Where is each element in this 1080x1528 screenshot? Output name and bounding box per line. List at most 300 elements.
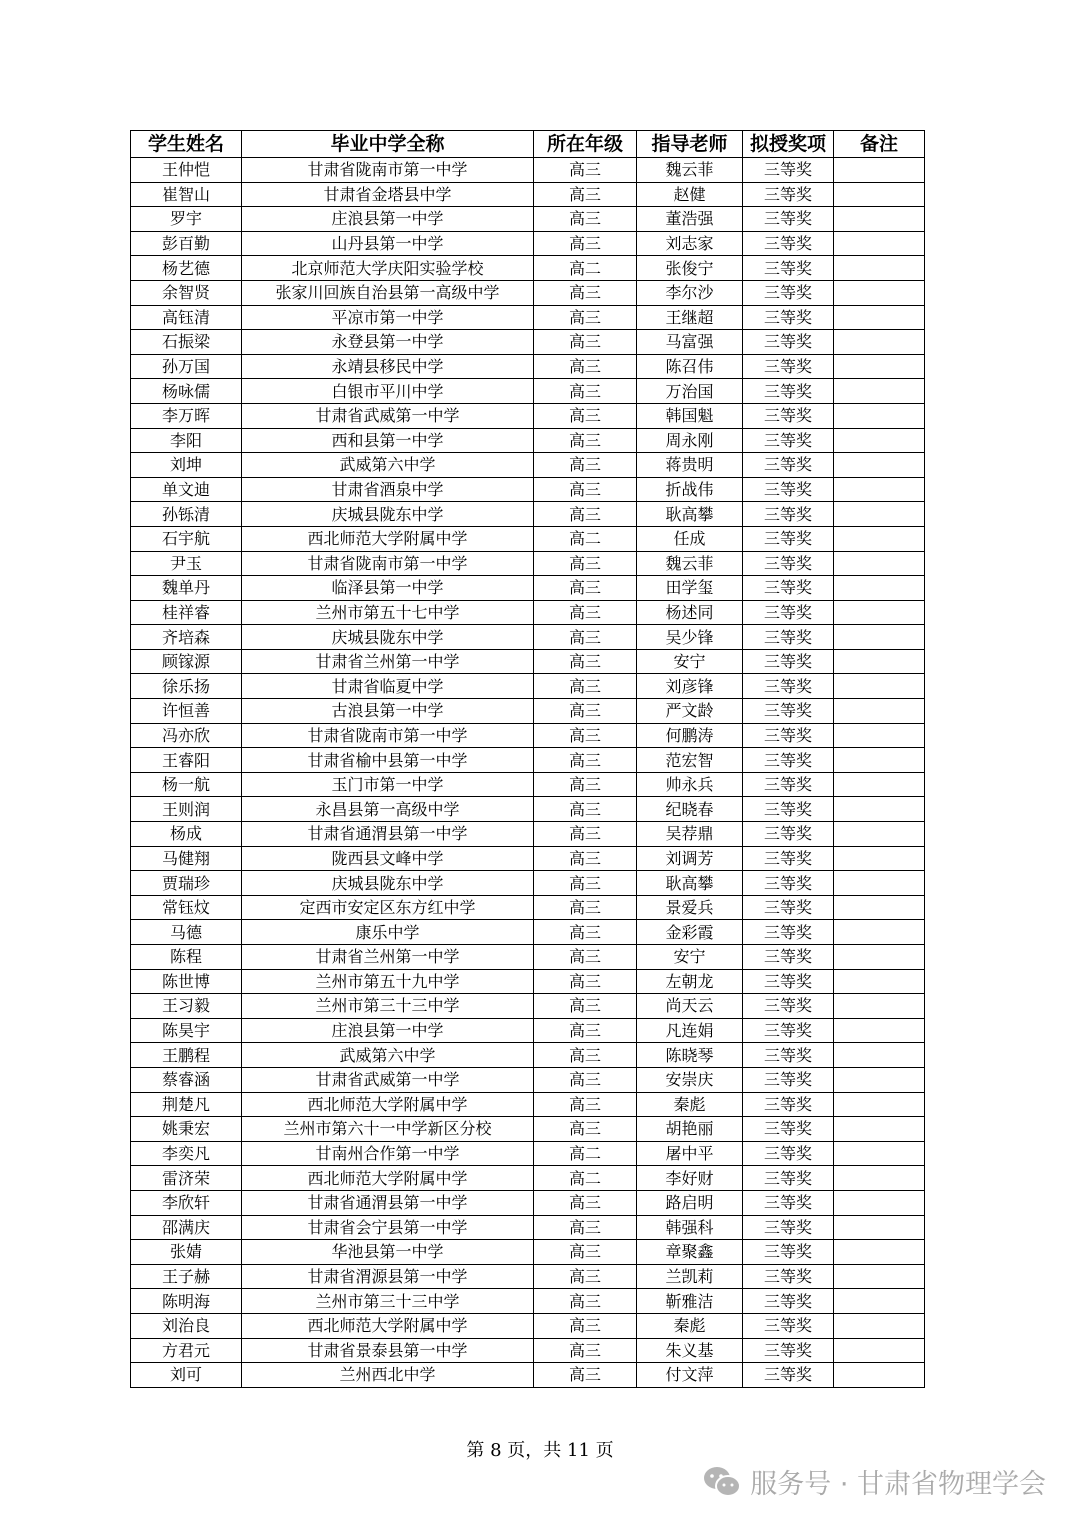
grade-cell: 高三: [534, 502, 637, 527]
table-row: [131, 231, 925, 256]
award-cell: 三等奖: [743, 1190, 834, 1215]
grade-cell: 高三: [534, 305, 637, 330]
teacher-cell: 李好财: [637, 1166, 743, 1191]
teacher-cell: 蒋贵明: [637, 453, 743, 478]
student-name-cell: 王仲恺: [131, 158, 242, 183]
student-name-cell: 齐培森: [131, 625, 242, 650]
teacher-cell: 魏云菲: [637, 158, 743, 183]
teacher-cell: 安宁: [637, 945, 743, 970]
student-name-cell: 李万晖: [131, 403, 242, 428]
remarks-cell: [834, 846, 925, 871]
school-cell: 临泽县第一中学: [242, 576, 534, 601]
award-cell: 三等奖: [743, 822, 834, 847]
grade-cell: 高三: [534, 428, 637, 453]
award-cell: 三等奖: [743, 207, 834, 232]
award-cell: 三等奖: [743, 1092, 834, 1117]
grade-cell: 高三: [534, 182, 637, 207]
remarks-cell: [834, 1166, 925, 1191]
table-body: [131, 158, 925, 1388]
award-cell: 三等奖: [743, 748, 834, 773]
teacher-cell: 魏云菲: [637, 551, 743, 576]
student-name-cell: 马健翔: [131, 846, 242, 871]
table-row: [131, 502, 925, 527]
grade-cell: 高三: [534, 699, 637, 724]
table-row: [131, 1190, 925, 1215]
student-name-cell: 陈世博: [131, 969, 242, 994]
remarks-cell: [834, 1240, 925, 1265]
school-cell: 甘肃省陇南市第一中学: [242, 551, 534, 576]
student-name-cell: 杨成: [131, 822, 242, 847]
remarks-cell: [834, 625, 925, 650]
teacher-cell: 吴荐鼎: [637, 822, 743, 847]
table-row: [131, 453, 925, 478]
school-cell: 陇西县文峰中学: [242, 846, 534, 871]
student-name-cell: 刘治良: [131, 1313, 242, 1338]
table-row: [131, 969, 925, 994]
table-row: [131, 945, 925, 970]
teacher-cell: 秦彪: [637, 1313, 743, 1338]
grade-cell: 高三: [534, 576, 637, 601]
grade-cell: 高三: [534, 1018, 637, 1043]
grade-cell: 高三: [534, 969, 637, 994]
grade-cell: 高三: [534, 994, 637, 1019]
award-cell: 三等奖: [743, 305, 834, 330]
school-cell: 定西市安定区东方红中学: [242, 895, 534, 920]
student-name-cell: 王习毅: [131, 994, 242, 1019]
grade-cell: 高三: [534, 330, 637, 355]
remarks-cell: [834, 1264, 925, 1289]
teacher-cell: 朱义基: [637, 1338, 743, 1363]
award-cell: 三等奖: [743, 846, 834, 871]
school-cell: 甘南州合作第一中学: [242, 1141, 534, 1166]
remarks-cell: [834, 576, 925, 601]
award-cell: 三等奖: [743, 428, 834, 453]
award-cell: 三等奖: [743, 600, 834, 625]
award-cell: 三等奖: [743, 797, 834, 822]
remarks-cell: [834, 158, 925, 183]
student-name-cell: 余智贤: [131, 280, 242, 305]
grade-cell: 高三: [534, 280, 637, 305]
remarks-cell: [834, 403, 925, 428]
school-cell: 甘肃省兰州第一中学: [242, 649, 534, 674]
student-name-cell: 王鹏程: [131, 1043, 242, 1068]
student-name-cell: 杨一航: [131, 772, 242, 797]
award-cell: 三等奖: [743, 1313, 834, 1338]
table-row: [131, 920, 925, 945]
teacher-cell: 安崇庆: [637, 1067, 743, 1092]
school-cell: 庆城县陇东中学: [242, 625, 534, 650]
student-name-cell: 张婧: [131, 1240, 242, 1265]
award-cell: 三等奖: [743, 379, 834, 404]
grade-cell: 高三: [534, 1240, 637, 1265]
school-cell: 兰州市第五十九中学: [242, 969, 534, 994]
table-row: [131, 576, 925, 601]
grade-cell: 高三: [534, 354, 637, 379]
grade-cell: 高二: [534, 256, 637, 281]
school-cell: 华池县第一中学: [242, 1240, 534, 1265]
school-cell: 山丹县第一中学: [242, 231, 534, 256]
award-cell: 三等奖: [743, 551, 834, 576]
award-cell: 三等奖: [743, 182, 834, 207]
student-name-cell: 杨艺德: [131, 256, 242, 281]
teacher-cell: 万治国: [637, 379, 743, 404]
award-cell: 三等奖: [743, 1166, 834, 1191]
award-cell: 三等奖: [743, 871, 834, 896]
remarks-cell: [834, 207, 925, 232]
table-row: [131, 1092, 925, 1117]
teacher-cell: 刘志家: [637, 231, 743, 256]
remarks-cell: [834, 453, 925, 478]
student-name-cell: 王则润: [131, 797, 242, 822]
page-number: 第 8 页，共 11 页: [466, 1440, 614, 1461]
student-name-cell: 魏单丹: [131, 576, 242, 601]
student-name-cell: 姚秉宏: [131, 1117, 242, 1142]
award-cell: 三等奖: [743, 920, 834, 945]
award-cell: 三等奖: [743, 576, 834, 601]
award-cell: 三等奖: [743, 280, 834, 305]
school-cell: 庄浪县第一中学: [242, 207, 534, 232]
remarks-cell: [834, 256, 925, 281]
teacher-cell: 周永刚: [637, 428, 743, 453]
remarks-cell: [834, 1190, 925, 1215]
student-name-cell: 李阳: [131, 428, 242, 453]
grade-cell: 高三: [534, 846, 637, 871]
table-row: [131, 600, 925, 625]
grade-cell: 高二: [534, 526, 637, 551]
grade-cell: 高三: [534, 453, 637, 478]
student-name-cell: 荆楚凡: [131, 1092, 242, 1117]
school-cell: 甘肃省景泰县第一中学: [242, 1338, 534, 1363]
award-cell: 三等奖: [743, 1363, 834, 1388]
student-name-cell: 王子赫: [131, 1264, 242, 1289]
teacher-cell: 景爱兵: [637, 895, 743, 920]
remarks-cell: [834, 797, 925, 822]
grade-cell: 高三: [534, 207, 637, 232]
student-name-cell: 陈明海: [131, 1289, 242, 1314]
remarks-cell: [834, 305, 925, 330]
student-name-cell: 孙铄清: [131, 502, 242, 527]
remarks-cell: [834, 526, 925, 551]
remarks-cell: [834, 600, 925, 625]
grade-cell: 高三: [534, 1043, 637, 1068]
award-cell: 三等奖: [743, 1067, 834, 1092]
award-cell: 三等奖: [743, 625, 834, 650]
table-row: [131, 822, 925, 847]
student-name-cell: 刘可: [131, 1363, 242, 1388]
table-row: [131, 1313, 925, 1338]
student-name-cell: 石振梁: [131, 330, 242, 355]
table-row: [131, 846, 925, 871]
grade-cell: 高二: [534, 1141, 637, 1166]
grade-cell: 高三: [534, 1215, 637, 1240]
grade-cell: 高二: [534, 1166, 637, 1191]
school-cell: 西北师范大学附属中学: [242, 1313, 534, 1338]
award-cell: 三等奖: [743, 1240, 834, 1265]
school-cell: 甘肃省榆中县第一中学: [242, 748, 534, 773]
grade-cell: 高三: [534, 895, 637, 920]
grade-cell: 高三: [534, 1289, 637, 1314]
school-cell: 北京师范大学庆阳实验学校: [242, 256, 534, 281]
award-cell: 三等奖: [743, 772, 834, 797]
grade-cell: 高三: [534, 1363, 637, 1388]
remarks-cell: [834, 723, 925, 748]
school-cell: 甘肃省陇南市第一中学: [242, 723, 534, 748]
teacher-cell: 何鹏涛: [637, 723, 743, 748]
school-cell: 西北师范大学附属中学: [242, 526, 534, 551]
school-cell: 甘肃省临夏中学: [242, 674, 534, 699]
student-name-cell: 方君元: [131, 1338, 242, 1363]
header-student-name: 学生姓名: [131, 131, 242, 158]
teacher-cell: 付文萍: [637, 1363, 743, 1388]
teacher-cell: 凡连娟: [637, 1018, 743, 1043]
remarks-cell: [834, 822, 925, 847]
student-name-cell: 马德: [131, 920, 242, 945]
student-name-cell: 彭百勤: [131, 231, 242, 256]
table-row: [131, 1215, 925, 1240]
teacher-cell: 屠中平: [637, 1141, 743, 1166]
watermark-text: 服务号 · 甘肃省物理学会: [750, 1469, 1046, 1500]
table-row: [131, 551, 925, 576]
grade-cell: 高三: [534, 1190, 637, 1215]
student-name-cell: 桂祥睿: [131, 600, 242, 625]
school-cell: 武威第六中学: [242, 1043, 534, 1068]
table-row: [131, 649, 925, 674]
award-cell: 三等奖: [743, 403, 834, 428]
table-row: [131, 526, 925, 551]
awards-table: [130, 130, 925, 1388]
school-cell: 兰州市第六十一中学新区分校: [242, 1117, 534, 1142]
remarks-cell: [834, 477, 925, 502]
remarks-cell: [834, 330, 925, 355]
remarks-cell: [834, 772, 925, 797]
grade-cell: 高三: [534, 551, 637, 576]
table-row: [131, 994, 925, 1019]
student-name-cell: 贾瑞珍: [131, 871, 242, 896]
grade-cell: 高三: [534, 649, 637, 674]
teacher-cell: 马富强: [637, 330, 743, 355]
student-name-cell: 蔡睿涵: [131, 1067, 242, 1092]
header-award: 拟授奖项: [743, 131, 834, 158]
award-cell: 三等奖: [743, 1289, 834, 1314]
teacher-cell: 纪晓春: [637, 797, 743, 822]
table-row: [131, 748, 925, 773]
school-cell: 甘肃省陇南市第一中学: [242, 158, 534, 183]
remarks-cell: [834, 1141, 925, 1166]
award-cell: 三等奖: [743, 354, 834, 379]
school-cell: 甘肃省兰州第一中学: [242, 945, 534, 970]
school-cell: 甘肃省武威第一中学: [242, 1067, 534, 1092]
remarks-cell: [834, 1092, 925, 1117]
table-row: [131, 305, 925, 330]
school-cell: 兰州市第三十三中学: [242, 1289, 534, 1314]
teacher-cell: 靳雅洁: [637, 1289, 743, 1314]
table-row: [131, 354, 925, 379]
school-cell: 西和县第一中学: [242, 428, 534, 453]
school-cell: 武威第六中学: [242, 453, 534, 478]
student-name-cell: 高钰清: [131, 305, 242, 330]
school-cell: 永靖县移民中学: [242, 354, 534, 379]
remarks-cell: [834, 699, 925, 724]
teacher-cell: 兰凯莉: [637, 1264, 743, 1289]
table-row: [131, 1141, 925, 1166]
grade-cell: 高三: [534, 797, 637, 822]
student-name-cell: 杨咏儒: [131, 379, 242, 404]
table-row: [131, 158, 925, 183]
grade-cell: 高三: [534, 1313, 637, 1338]
school-cell: 平凉市第一中学: [242, 305, 534, 330]
student-name-cell: 陈程: [131, 945, 242, 970]
table-row: [131, 403, 925, 428]
remarks-cell: [834, 502, 925, 527]
student-name-cell: 王睿阳: [131, 748, 242, 773]
table-row: [131, 699, 925, 724]
table-row: [131, 772, 925, 797]
student-name-cell: 崔智山: [131, 182, 242, 207]
school-cell: 甘肃省会宁县第一中学: [242, 1215, 534, 1240]
student-name-cell: 李欣轩: [131, 1190, 242, 1215]
table-row: [131, 1117, 925, 1142]
table-row: [131, 182, 925, 207]
student-name-cell: 徐乐扬: [131, 674, 242, 699]
school-cell: 庆城县陇东中学: [242, 871, 534, 896]
student-name-cell: 顾镓源: [131, 649, 242, 674]
teacher-cell: 安宁: [637, 649, 743, 674]
teacher-cell: 左朝龙: [637, 969, 743, 994]
table-row: [131, 1289, 925, 1314]
teacher-cell: 韩国魁: [637, 403, 743, 428]
teacher-cell: 张俊宁: [637, 256, 743, 281]
remarks-cell: [834, 1363, 925, 1388]
table-row: [131, 1018, 925, 1043]
table-row: [131, 1338, 925, 1363]
teacher-cell: 陈召伟: [637, 354, 743, 379]
table-row: [131, 1067, 925, 1092]
remarks-cell: [834, 231, 925, 256]
award-cell: 三等奖: [743, 895, 834, 920]
table-row: [131, 256, 925, 281]
student-name-cell: 尹玉: [131, 551, 242, 576]
school-cell: 永昌县第一高级中学: [242, 797, 534, 822]
remarks-cell: [834, 551, 925, 576]
school-cell: 康乐中学: [242, 920, 534, 945]
header-remarks: 备注: [834, 131, 925, 158]
grade-cell: 高三: [534, 748, 637, 773]
teacher-cell: 章聚鑫: [637, 1240, 743, 1265]
table-row: [131, 1043, 925, 1068]
award-cell: 三等奖: [743, 477, 834, 502]
teacher-cell: 路启明: [637, 1190, 743, 1215]
remarks-cell: [834, 1067, 925, 1092]
award-cell: 三等奖: [743, 526, 834, 551]
award-cell: 三等奖: [743, 256, 834, 281]
remarks-cell: [834, 1018, 925, 1043]
teacher-cell: 严文龄: [637, 699, 743, 724]
student-name-cell: 孙万国: [131, 354, 242, 379]
teacher-cell: 李尔沙: [637, 280, 743, 305]
school-cell: 古浪县第一中学: [242, 699, 534, 724]
award-cell: 三等奖: [743, 231, 834, 256]
student-name-cell: 陈昊宇: [131, 1018, 242, 1043]
table-row: [131, 895, 925, 920]
school-cell: 白银市平川中学: [242, 379, 534, 404]
teacher-cell: 耿高攀: [637, 871, 743, 896]
student-name-cell: 邵满庆: [131, 1215, 242, 1240]
student-name-cell: 常钰炆: [131, 895, 242, 920]
teacher-cell: 金彩霞: [637, 920, 743, 945]
award-cell: 三等奖: [743, 945, 834, 970]
award-cell: 三等奖: [743, 1043, 834, 1068]
school-cell: 甘肃省通渭县第一中学: [242, 1190, 534, 1215]
remarks-cell: [834, 649, 925, 674]
student-name-cell: 刘坤: [131, 453, 242, 478]
remarks-cell: [834, 945, 925, 970]
remarks-cell: [834, 354, 925, 379]
wechat-icon: [702, 1465, 742, 1499]
grade-cell: 高三: [534, 231, 637, 256]
remarks-cell: [834, 280, 925, 305]
header-row: [131, 131, 925, 158]
teacher-cell: 吴少锋: [637, 625, 743, 650]
award-cell: 三等奖: [743, 1117, 834, 1142]
watermark: [702, 1462, 1046, 1501]
teacher-cell: 刘彦锋: [637, 674, 743, 699]
grade-cell: 高三: [534, 1117, 637, 1142]
teacher-cell: 田学玺: [637, 576, 743, 601]
award-cell: 三等奖: [743, 969, 834, 994]
award-cell: 三等奖: [743, 1018, 834, 1043]
table-row: [131, 477, 925, 502]
teacher-cell: 赵健: [637, 182, 743, 207]
award-cell: 三等奖: [743, 723, 834, 748]
school-cell: 西北师范大学附属中学: [242, 1166, 534, 1191]
student-name-cell: 雷济荣: [131, 1166, 242, 1191]
award-cell: 三等奖: [743, 699, 834, 724]
school-cell: 甘肃省酒泉中学: [242, 477, 534, 502]
table-row: [131, 871, 925, 896]
remarks-cell: [834, 1338, 925, 1363]
student-name-cell: 单文迪: [131, 477, 242, 502]
remarks-cell: [834, 994, 925, 1019]
remarks-cell: [834, 920, 925, 945]
award-cell: 三等奖: [743, 674, 834, 699]
school-cell: 庄浪县第一中学: [242, 1018, 534, 1043]
grade-cell: 高三: [534, 600, 637, 625]
school-cell: 庆城县陇东中学: [242, 502, 534, 527]
award-cell: 三等奖: [743, 1215, 834, 1240]
teacher-cell: 耿高攀: [637, 502, 743, 527]
grade-cell: 高三: [534, 1067, 637, 1092]
remarks-cell: [834, 1313, 925, 1338]
remarks-cell: [834, 379, 925, 404]
grade-cell: 高三: [534, 379, 637, 404]
teacher-cell: 董浩强: [637, 207, 743, 232]
remarks-cell: [834, 748, 925, 773]
remarks-cell: [834, 428, 925, 453]
remarks-cell: [834, 674, 925, 699]
award-cell: 三等奖: [743, 453, 834, 478]
grade-cell: 高三: [534, 723, 637, 748]
grade-cell: 高三: [534, 625, 637, 650]
table-row: [131, 625, 925, 650]
award-cell: 三等奖: [743, 1141, 834, 1166]
grade-cell: 高三: [534, 822, 637, 847]
grade-cell: 高三: [534, 1092, 637, 1117]
grade-cell: 高三: [534, 477, 637, 502]
teacher-cell: 胡艳丽: [637, 1117, 743, 1142]
header-grade: 所在年级: [534, 131, 637, 158]
school-cell: 兰州西北中学: [242, 1363, 534, 1388]
grade-cell: 高三: [534, 158, 637, 183]
